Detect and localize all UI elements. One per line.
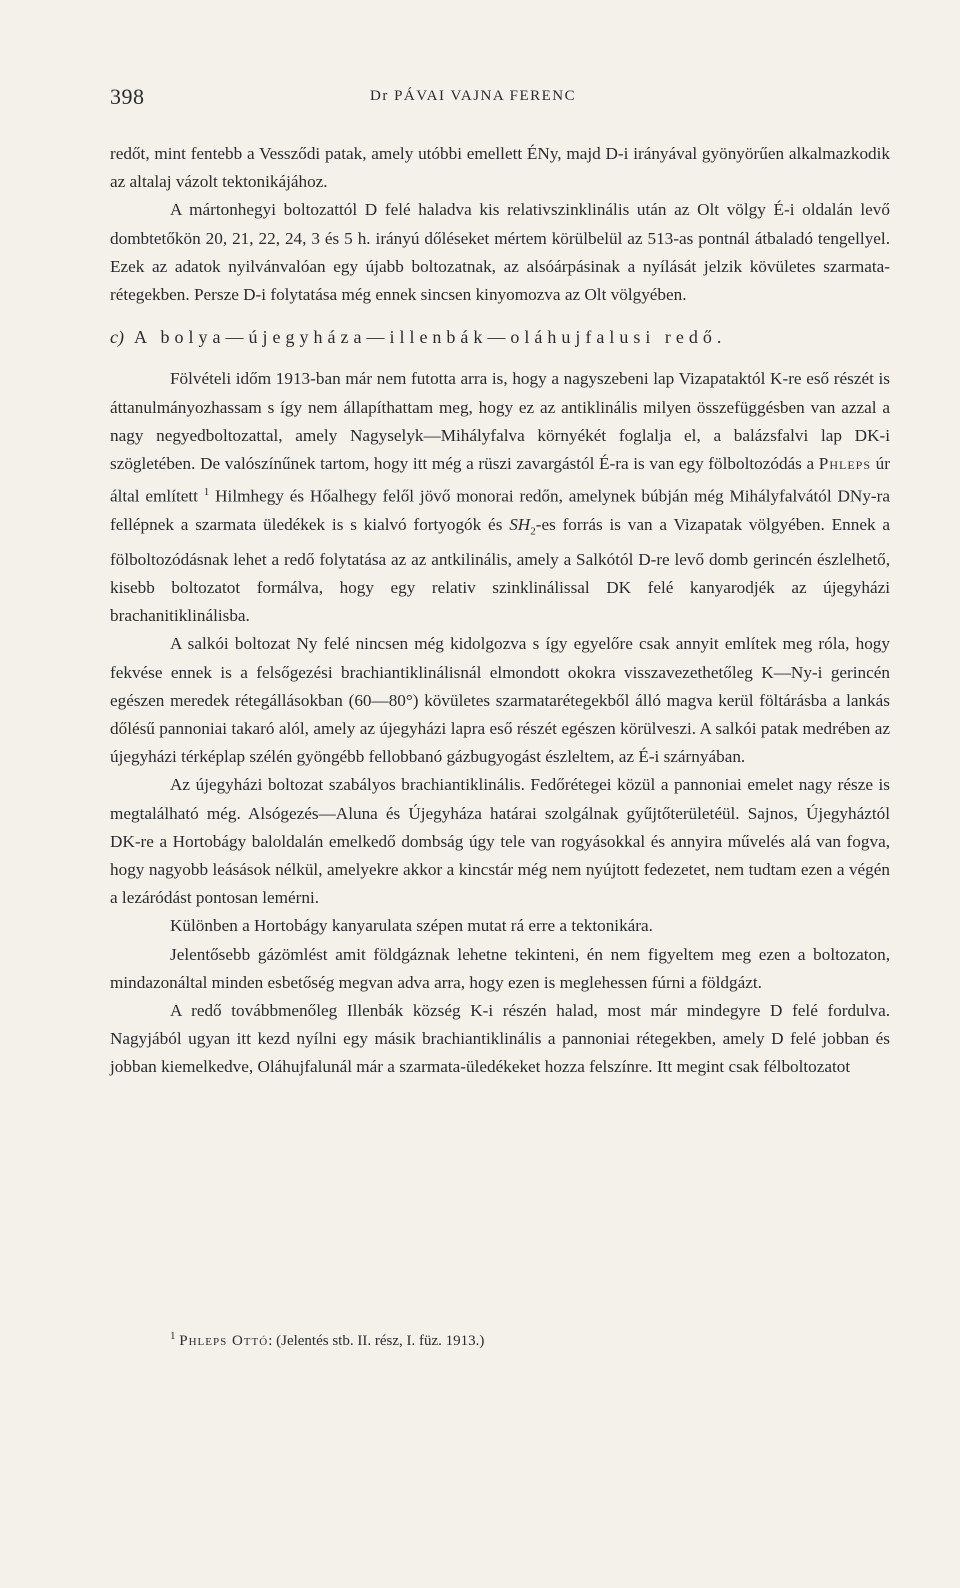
footnote-author: Phleps Ottó xyxy=(179,1333,269,1349)
footnote-mark: 1 xyxy=(170,1330,176,1342)
page-header xyxy=(110,84,880,114)
page-number: 398 xyxy=(110,84,145,109)
section-heading xyxy=(110,323,890,351)
body-text xyxy=(110,140,890,1082)
footnote-ref: 1 xyxy=(203,486,210,499)
text-run: Hilmhegy és Hőalhegy felől jövő monorai redőn, amelynek búbján még Mihályfalvától DNy-ra fellépnek a szarmata üledékek is s kialvó fortyogók és xyxy=(110,486,890,535)
footnote-text: : (Jelentés stb. II. rész, I. füz. 1913.) xyxy=(268,1333,485,1349)
paragraph: A mártonhegyi boltozattól D felé haladva kis relativszinklinális után az Olt völgy É-i oldalán levő dombtetőkön 20, 21, 22, 24, 3 és 5 h. irányú dőléseket mértem körülbelül az 513-as pontnál átbaladó tengellyel. Ezek az adatok nyilvánvalóan egy újabb boltozatnak, az alsóárpásinak a nyílását jelzik kövületes szarmata-rétegekben. Persze D-i folytatása még ennek sincsen kinyomozva az Olt völgyében. xyxy=(110,200,890,305)
paragraph: A salkói boltozat Ny felé nincsen még kidolgozva s így egyelőre csak annyit említek meg róla, hogy fekvése ennek is a felsőgezési brachiantiklinálisnál elmondott okokra visszavezethetőleg K—Ny-i gerincén egészen meredek rétegállásokban (60—80°) kövületes szarmatarétegekből álló magva kerül föltárásba a lankás dőlésű pannoniai takaró alól, amely az újegyházi lapra eső részét egészen körülveszi. A salkói patak medrében az újegyházi térképlap szélén gyöngébb fellobbanó gázbugyogást észleltem, az É-i szárnyában. xyxy=(110,634,890,767)
text-run: Fölvételi időm 1913-ban már nem futotta arra is, hogy a nagyszebeni lap Vizapataktól K-re eső részét is áttanulmányozhassam s így nem állapíthattam meg, hogy ez az antiklinális milyen összefüggésben van azzal a nagy negyedboltozattal, amely Nagyselyk—Mihályfalva környékét foglalja el, a balázsfalvi lap DK-i szögletében. De valószínűnek tartom, hogy itt még a rüszi zavargástól É-ra is van egy fölboltozódás a xyxy=(110,369,890,474)
paragraph: redőt, mint fentebb a Vessződi patak, amely utóbbi emellett ÉNy, majd D-i irányával gyönyörűen alkalmazkodik az altalaj vázolt tektonikájához. xyxy=(110,144,890,192)
formula-base: SH xyxy=(509,515,531,535)
text-run: úr által említett xyxy=(110,454,890,506)
paragraph: A redő továbbmenőleg Illenbák község K-i részén halad, most már mindegyre D felé fordulva. Nagyjából ugyan itt kezd nyílni egy másik brachiantiklinális a pannoniai rétegekben, amely D felé jobban és jobban kiemelkedve, Oláhujfalunál már a szarmata-üledékeket hozza felszínre. Itt megint csak félboltozatot xyxy=(110,1001,890,1077)
footnote xyxy=(170,1326,890,1351)
paragraph xyxy=(110,365,890,630)
paragraph: Jelentősebb gázömlést amit földgáznak lehetne tekinteni, én nem figyeltem meg ezen a boltozaton, mindazonáltal minden esbetőség megvan adva arra, hogy ezen is meglehessen fúrni a földgázt. xyxy=(110,944,890,992)
section-title: A bolya—újegyháza—illenbák—oláhujfalusi redő. xyxy=(133,327,727,348)
paragraph: Különben a Hortobágy kanyarulata szépen mutat rá erre a tektonikára. xyxy=(170,916,653,936)
text-run: -es forrás is van a Vizapatak völgyében. Ennek a fölboltozódásnak lehet a redő folytatása az az antkilinális, amely a Salkótól D-re levő domb gerincén észlelhető, kisebb boltozatot formálva, hogy egy relativ szinklinálissal DK felé kanyarodjék az újegyházi brachanitiklinálisba. xyxy=(110,515,890,626)
running-head: Dr PÁVAI VAJNA FERENC xyxy=(370,88,577,104)
formula xyxy=(509,515,530,534)
section-label: c) xyxy=(110,327,124,348)
author-name: Phleps xyxy=(818,454,872,474)
formula-subscript: 2 xyxy=(530,525,536,538)
paragraph: Az újegyházi boltozat szabályos brachiantiklinális. Fedőrétegei közül a pannoniai emelet nagy része is megtalálható még. Alsógezés—Aluna és Újegyháza határai szolgálnak gyűjtőterületéül. Sajnos, Újegyháztól DK-re a Hortobágy baloldalán emelkedő dombság úgy tele van rogyásokkal és annyira művelés alá van fogva, hogy nagyobb leásások nélkül, amelyekre akkor a kincstár még nem nyújtott fedezetet, nem tudtam ezen a végén a lezáródást pontosan lemérni. xyxy=(110,775,890,908)
